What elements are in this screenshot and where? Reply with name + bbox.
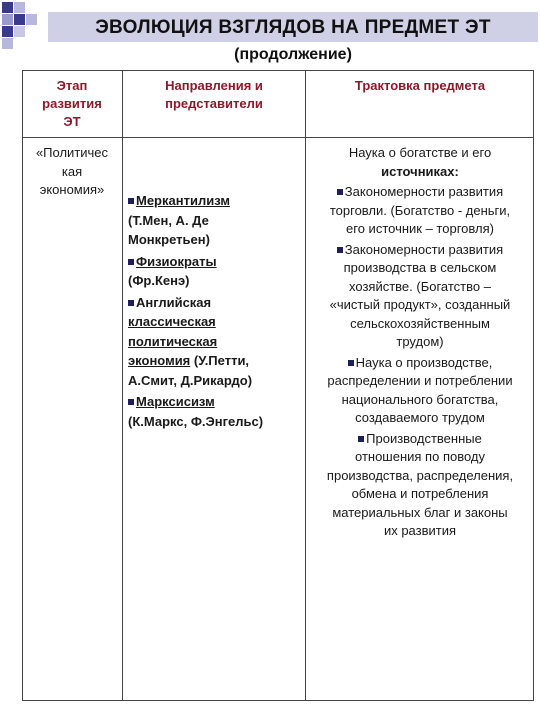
interpretation-line: отношения по поводу	[355, 449, 485, 464]
interpretation-line: сельскохозяйственным	[350, 315, 490, 331]
decor-square	[14, 14, 25, 25]
stage-line: экономия»	[39, 182, 105, 197]
direction-mercantilism	[128, 191, 304, 250]
interpretation-line: материальных благ и законы	[332, 504, 508, 520]
column-divider	[122, 70, 123, 701]
bullet-icon	[337, 189, 343, 195]
bullet-icon	[358, 436, 364, 442]
interpretation-line: производства, распределения,	[326, 467, 514, 483]
directions-cell	[128, 191, 304, 431]
interpretation-line: трудом)	[396, 334, 444, 349]
header-directions-line: представители	[165, 96, 263, 111]
direction-people: (Фр.Кенэ)	[128, 273, 190, 288]
direction-people: (У.Петти,	[193, 353, 250, 368]
interpretation-line: «чистый продукт», созданный	[329, 297, 511, 312]
header-directions-line: Направления и	[165, 78, 263, 93]
interpretation-item	[307, 241, 533, 352]
table-border-right	[533, 70, 534, 701]
stage-cell	[24, 144, 120, 200]
header-stage-line: ЭТ	[63, 114, 81, 129]
direction-name: экономия	[128, 353, 191, 368]
interpretation-line: их развития	[383, 523, 457, 538]
direction-people: А.Смит, Д.Рикардо)	[128, 372, 253, 388]
header-stage-line: Этап	[56, 78, 88, 93]
interpretation-line: торговли. (Богатство - деньги,	[329, 202, 511, 218]
interpretation-line: его источник – торговля)	[346, 221, 494, 236]
interpretation-intro: Наука о богатстве и его	[348, 145, 492, 160]
decor-square	[2, 26, 13, 37]
direction-name: Английская	[136, 294, 212, 310]
direction-name: политическая	[128, 333, 218, 349]
interpretation-line: распределении и потреблении	[327, 373, 513, 388]
interpretation-line: Закономерности развития	[344, 184, 504, 199]
interpretation-line: Закономерности развития	[344, 241, 504, 257]
decor-square	[2, 14, 13, 25]
page-title: ЭВОЛЮЦИЯ ВЗГЛЯДОВ НА ПРЕДМЕТ ЭТ	[95, 17, 491, 38]
bullet-icon	[128, 259, 134, 265]
direction-people: Монкретьен)	[128, 232, 210, 247]
decor-square	[2, 2, 13, 13]
direction-name: Марксисизм	[136, 394, 215, 409]
interpretation-intro: источниках:	[381, 163, 459, 179]
direction-people: (Т.Мен, А. Де	[128, 212, 209, 228]
decor-square	[2, 38, 13, 49]
stage-line: кая	[61, 163, 83, 179]
decor-square	[14, 2, 25, 13]
table-border-top	[22, 70, 534, 71]
bullet-icon	[337, 247, 343, 253]
decor-square	[14, 26, 25, 37]
direction-physiocrats	[128, 252, 304, 291]
direction-name: Физиократы	[136, 253, 217, 269]
interpretation-line: Производственные	[366, 430, 482, 446]
interpretation-line: Наука о производстве,	[355, 354, 493, 370]
interpretation-line: создаваемого трудом	[355, 410, 485, 425]
column-divider	[305, 70, 306, 701]
page-subtitle: (продолжение)	[234, 46, 352, 63]
direction-name: Меркантилизм	[136, 193, 230, 208]
direction-marxism	[128, 392, 304, 431]
bullet-icon	[128, 300, 134, 306]
interpretation-line: хозяйстве. (Богатство –	[349, 278, 491, 294]
interpretation-item	[307, 183, 533, 239]
direction-name: классическая	[128, 314, 216, 329]
direction-classical	[128, 293, 304, 391]
bullet-icon	[128, 399, 134, 405]
interpretation-line: производства в сельском	[343, 260, 497, 275]
interpretation-line: обмена и потребления	[351, 486, 489, 501]
interpretation-item	[307, 354, 533, 428]
header-interpretation: Трактовка предмета	[354, 78, 486, 93]
bullet-icon	[128, 198, 134, 204]
table-border-bottom	[22, 700, 534, 701]
interpretation-line: национального богатства,	[341, 391, 499, 407]
header-stage	[24, 77, 120, 131]
bullet-icon	[348, 360, 354, 366]
interpretation-cell	[307, 144, 533, 541]
stage-line: «Политичес	[35, 145, 109, 160]
direction-people: (К.Маркс, Ф.Энгельс)	[128, 413, 264, 429]
header-stage-line: развития	[42, 96, 102, 111]
interpretation-item	[307, 430, 533, 541]
table-header-divider	[22, 137, 534, 138]
table-border-left	[22, 70, 23, 701]
decor-square	[26, 14, 37, 25]
header-directions	[124, 77, 304, 113]
